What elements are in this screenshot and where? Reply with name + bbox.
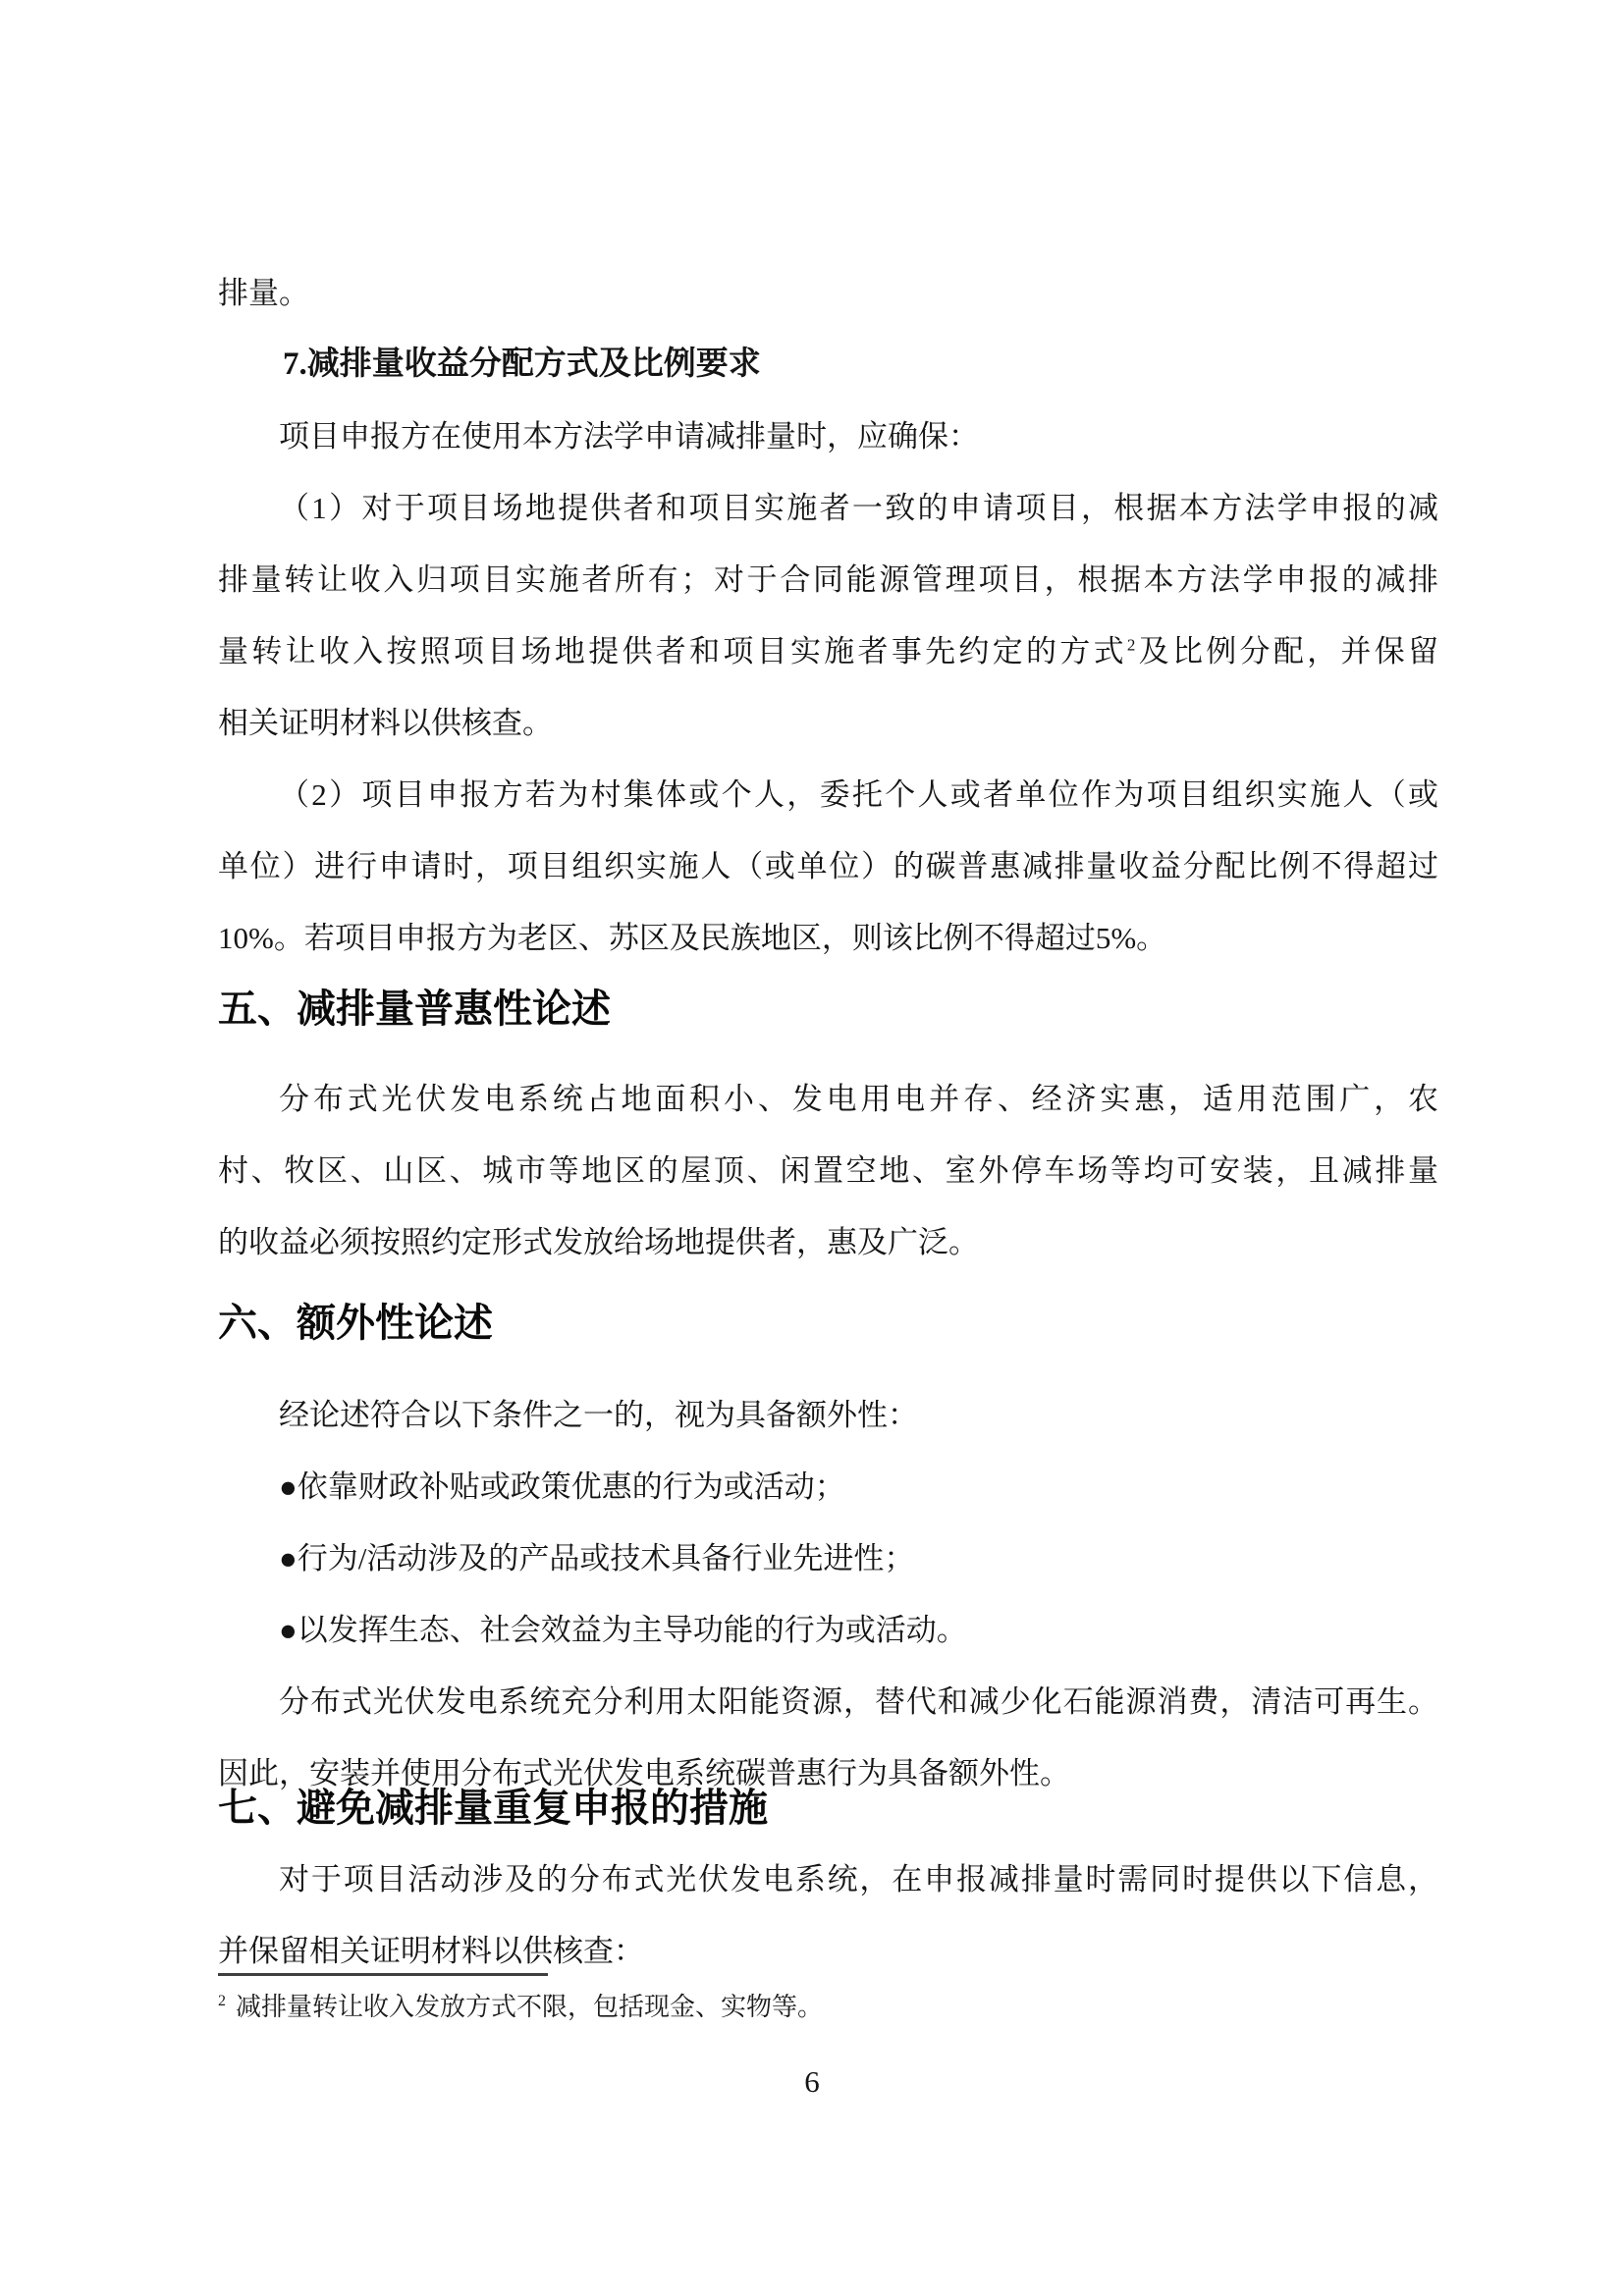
footnote-text: 减排量转让收入发放方式不限，包括现金、实物等。 — [236, 1993, 824, 2021]
section-7-body — [218, 1843, 1438, 1987]
text-line: 分布式光伏发电系统占地面积小、发电用电并存、经济实惠，适用范围广，农 — [279, 1082, 1438, 1116]
text-line: （2）项目申报方若为村集体或个人，委托个人或者单位作为项目组织实施人（或 — [279, 777, 1438, 812]
section-6-body — [218, 1379, 1438, 1809]
section-5-heading: 五、减排量普惠性论述 — [218, 988, 611, 1031]
text-line: 经论述符合以下条件之一的，视为具备额外性： — [279, 1398, 918, 1432]
text-line: 的收益必须按照约定形式发放给场地提供者，惠及广泛。 — [218, 1225, 979, 1259]
text-line: ●行为/活动涉及的产品或技术具备行业先进性； — [279, 1541, 915, 1575]
section-7-heading: 七、避免减排量重复申报的措施 — [218, 1787, 768, 1830]
text-line: 相关证明材料以供核查。 — [218, 706, 553, 740]
text-line: （1）对于项目场地提供者和项目实施者一致的申请项目，根据本方法学申报的减 — [279, 491, 1438, 525]
footnote-marker: 2 — [218, 1993, 226, 2010]
text-line: 单位）进行申请时，项目组织实施人（或单位）的碳普惠减排量收益分配比例不得超过 — [218, 849, 1438, 883]
text-line: ●依靠财政补贴或政策优惠的行为或活动； — [279, 1469, 845, 1504]
page-number: 6 — [804, 2064, 820, 2099]
text-line: 排量。 — [218, 276, 309, 310]
sub-heading-line: 7.减排量收益分配方式及比例要求 — [283, 347, 761, 382]
text-line: 因此，安装并使用分布式光伏发电系统碳普惠行为具备额外性。 — [218, 1756, 1070, 1790]
text-line: 排量转让收入归项目实施者所有；对于合同能源管理项目，根据本方法学申报的减排 — [218, 562, 1438, 597]
footnote-reference-superscript: 2 — [1126, 635, 1136, 655]
text-line: 并保留相关证明材料以供核查： — [218, 1934, 644, 1968]
text-line: ●以发挥生态、社会效益为主导功能的行为或活动。 — [279, 1613, 967, 1647]
section-5-body — [218, 1063, 1438, 1278]
text-line — [218, 615, 1438, 687]
text-line: 10%。若项目申报方为老区、苏区及民族地区，则该比例不得超过5%。 — [218, 921, 1167, 955]
section-4-continued-body — [218, 257, 1438, 974]
footnote-divider — [218, 1973, 548, 1976]
section-6-heading: 六、额外性论述 — [218, 1302, 493, 1345]
text-line: 对于项目活动涉及的分布式光伏发电系统，在申报减排量时需同时提供以下信息， — [279, 1862, 1438, 1896]
text-segment: 量转让收入按照项目场地提供者和项目实施者事先约定的方式 — [218, 634, 1127, 668]
text-line: 项目申报方在使用本方法学申请减排量时，应确保： — [279, 419, 979, 454]
text-line: 分布式光伏发电系统充分利用太阳能资源，替代和减少化石能源消费，清洁可再生。 — [279, 1684, 1438, 1719]
text-line: 村、牧区、山区、城市等地区的屋顶、闲置空地、室外停车场等均可安装，且减排量 — [218, 1153, 1438, 1188]
footnote — [218, 1985, 1438, 2030]
text-segment: 及比例分配，并保留 — [1135, 634, 1438, 668]
